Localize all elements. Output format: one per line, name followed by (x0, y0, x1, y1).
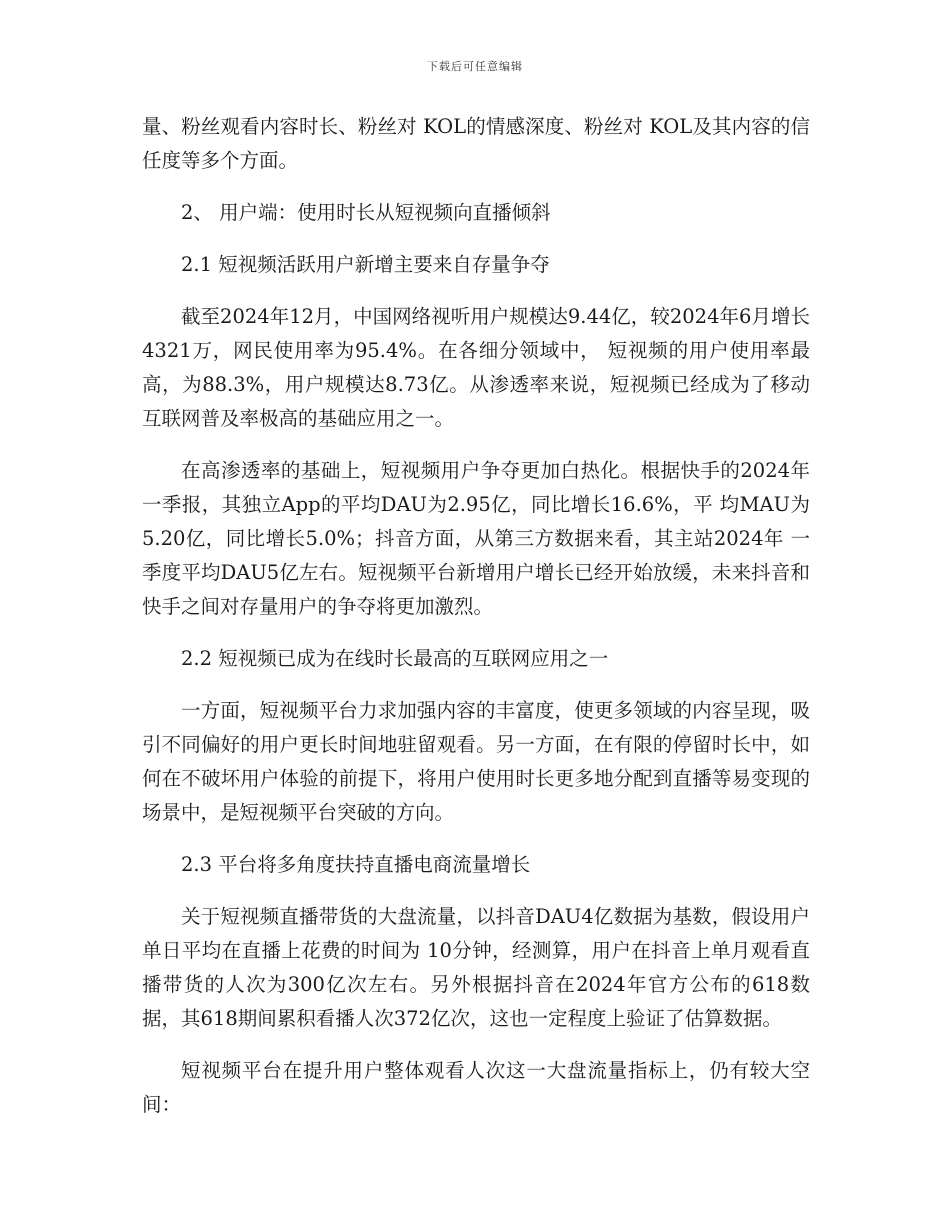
paragraph: 截至2024年12月，中国网络视听用户规模达9.44亿，较2024年6月增长4321万，网民使用率为95.4%。在各细分领域中， 短视频的用户使用率最高，为88.3%，用户规模达8.73亿。从渗透率来说，短视频已经成为了移动互联网普及率极高的基础应用之一。 (142, 305, 810, 430)
subsection-heading: 2.1 短视频活跃用户新增主要来自存量争夺 (181, 253, 550, 276)
document-body (142, 110, 810, 1140)
paragraph: 短视频平台在提升用户整体观看人次这一大盘流量指标上，仍有较大空间： (142, 1059, 810, 1116)
paragraph: 关于短视频直播带货的大盘流量，以抖音DAU4亿数据为基数，假设用户单日平均在直播上花费的时间为 10分钟，经测算，用户在抖音上单月观看直播带货的人次为300亿次左右。另外根据抖音在2024年官方公布的618数据，其618期间累积看播人次372亿次，这也一定程度上验证了估算数据。 (142, 905, 810, 1030)
paragraph: 一方面，短视频平台力求加强内容的丰富度，使更多领域的内容呈现，吸引不同偏好的用户更长时间地驻留观看。另一方面，在有限的停留时长中，如何在不破坏用户体验的前提下，将用户使用时长更多地分配到直播等易变现的场景中，是短视频平台突破的方向。 (142, 699, 810, 824)
subsection-heading: 2.2 短视频已成为在线时长最高的互联网应用之一 (181, 647, 609, 670)
subsection-heading: 2.3 平台将多角度扶持直播电商流量增长 (181, 853, 531, 876)
section-heading: 2、 用户端：使用时长从短视频向直播倾斜 (181, 201, 551, 224)
page-header: 下载后可任意编辑 (427, 60, 523, 73)
paragraph: 量、粉丝观看内容时长、粉丝对 KOL的情感深度、粉丝对 KOL及其内容的信任度等多个方面。 (142, 115, 810, 172)
paragraph: 在高渗透率的基础上，短视频用户争夺更加白热化。根据快手的2024年一季报，其独立App的平均DAU为2.95亿，同比增长16.6%，平 均MAU为5.20亿，同比增长5.0%；抖音方面，从第三方数据来看，其主站2024年 一季度平均DAU5亿左右。短视频平台新增用户增长已经开始放缓，未来抖音和快手之间对存量用户的争夺将更加激烈。 (142, 459, 810, 618)
